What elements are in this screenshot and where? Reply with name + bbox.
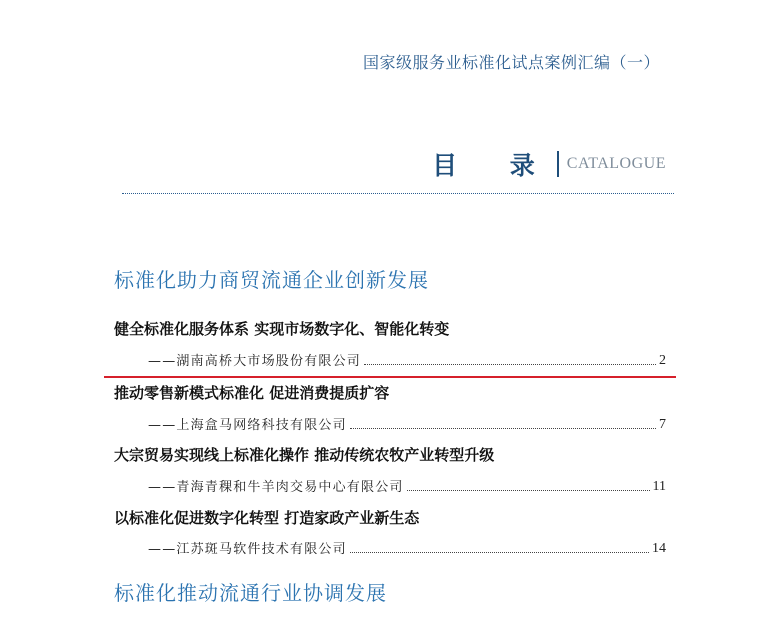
heading-dotted-rule	[122, 193, 674, 194]
section-title-1: 标准化助力商贸流通企业创新发展	[114, 268, 429, 292]
toc-entry-title-1[interactable]: 健全标准化服务体系 实现市场数字化、智能化转变	[114, 320, 450, 338]
toc-entry-company: ——上海盒马网络科技有限公司	[148, 418, 347, 433]
dot-leader	[350, 552, 649, 553]
red-highlight-line	[104, 376, 676, 378]
toc-entry-title-2[interactable]: 推动零售新模式标准化 促进消费提质扩容	[114, 384, 390, 402]
toc-entry-page: 7	[659, 417, 666, 432]
toc-entry-line-2[interactable]	[148, 414, 666, 433]
dot-leader	[364, 364, 656, 365]
toc-entry-page: 14	[652, 541, 666, 556]
dot-leader	[350, 428, 656, 429]
toc-heading-chinese: 目 录	[432, 151, 557, 180]
toc-entry-page: 11	[652, 479, 666, 494]
toc-entry-line-3[interactable]	[148, 476, 666, 495]
toc-entry-page: 2	[659, 353, 666, 368]
toc-entry-company: ——青海青稞和牛羊肉交易中心有限公司	[148, 480, 404, 495]
toc-entry-company: ——江苏斑马软件技术有限公司	[148, 542, 347, 557]
toc-entry-line-1[interactable]	[148, 350, 666, 369]
toc-heading	[432, 146, 666, 182]
toc-entry-title-4[interactable]: 以标准化促进数字化转型 打造家政产业新生态	[114, 509, 420, 527]
toc-entry-line-4[interactable]	[148, 538, 666, 557]
toc-entry-title-3[interactable]: 大宗贸易实现线上标准化操作 推动传统农牧产业转型升级	[114, 446, 495, 464]
section-title-2: 标准化推动流通行业协调发展	[114, 581, 387, 605]
toc-entry-company: ——湖南高桥大市场股份有限公司	[148, 354, 362, 369]
toc-heading-divider	[557, 151, 559, 177]
document-header-title: 国家级服务业标准化试点案例汇编（一）	[362, 53, 660, 72]
toc-heading-english: CATALOGUE	[566, 155, 666, 172]
dot-leader	[407, 490, 650, 491]
